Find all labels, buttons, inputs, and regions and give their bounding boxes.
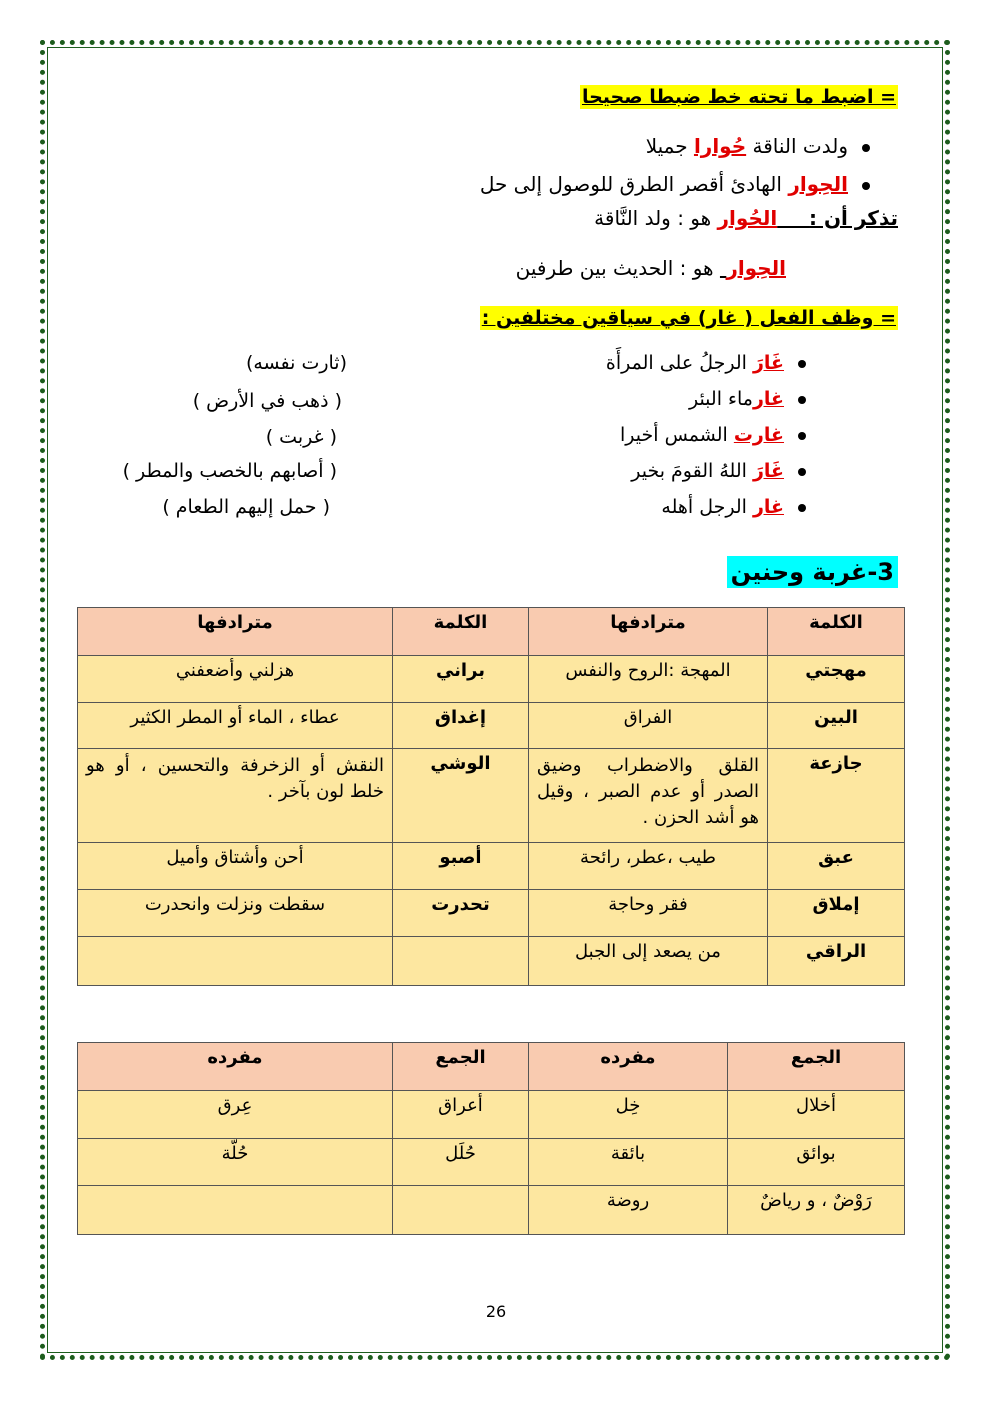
singular-cell [78,1186,393,1235]
meaning-cell: فقر وحاجة [529,890,768,937]
meaning-cell: هزلني وأضعفني [78,656,393,703]
word-cell: الراقي [768,937,905,986]
meaning-cell: النقش أو الزخرفة والتحسين ، أو هو خلط لون بآخر . [78,749,393,843]
plural-cell [393,1186,529,1235]
sentence-2-after: الهادئ أقصر الطرق للوصول إلى حل [479,172,789,196]
header-cell: الكلمة [768,608,905,656]
table-header-row [78,1043,905,1091]
heading-gar [480,307,898,329]
gar-item-3 [620,424,806,446]
gar-rest: الرجل أهله [661,496,753,518]
word-cell: إملاق [768,890,905,937]
meaning-cell: سقطت ونزلت وانحدرت [78,890,393,937]
gar-meaning-3: ( غربت ) [265,426,337,448]
heading-vocalize-text: = اضبط ما تحته خط ضبطا صحيحا [581,86,896,108]
meaning-cell: الفراق [529,703,768,749]
gar-rest: الرجلُ على المرأَة [605,352,753,374]
sentence-1-after: جميلا [645,134,694,158]
gar-item-1 [606,352,806,374]
header-cell: الجمع [393,1043,529,1091]
table-row [78,656,905,703]
plural-cell: أعراق [393,1091,529,1139]
singular-cell: عِرق [78,1091,393,1139]
bullet-icon [798,360,806,368]
singular-cell: بائقة [529,1139,728,1186]
bullet-icon [798,504,806,512]
sentence-1 [646,134,870,158]
table-row [78,843,905,890]
vocabulary-table [77,607,905,986]
word-cell: أصبو [393,843,529,890]
bullet-icon [862,144,870,152]
header-cell: مفرده [529,1043,728,1091]
word-cell: تحدرت [393,890,529,937]
meaning-cell: من يصعد إلى الجبل [529,937,768,986]
heading-gar-text: = وظف الفعل ( غار) في سياقين مختلفين : [481,307,896,329]
word-cell: براني [393,656,529,703]
plural-table [77,1042,905,1235]
sentence-1-word: حُوارا [693,134,747,158]
header-cell: مترادفها [529,608,768,656]
singular-cell: حُلّة [78,1139,393,1186]
gar-word: غار [752,388,784,410]
gar-word: غار [752,496,784,518]
meaning-cell: المهجة :الروح والنفس [529,656,768,703]
remember-label: تذكر أن : [809,206,898,230]
plural-cell: أخلال [728,1091,905,1139]
gar-meaning-4: ( أصابهم بالخصب والمطر ) [122,460,337,482]
header-cell: الكلمة [393,608,529,656]
meaning-cell: طيب ،عطر، رائحة [529,843,768,890]
sentence-1-before: ولدت الناقة [746,134,848,158]
gar-rest: ماء البئر [688,388,753,410]
meaning-cell: القلق والاضطراب وضيق الصدر أو عدم الصبر ، وقيل هو أشد الحزن . [529,749,768,843]
singular-cell: خِل [529,1091,728,1139]
table-row [78,703,905,749]
remember2-meaning: هو : الحديث بين طرفين [515,256,720,280]
sentence-2 [480,172,870,196]
bullet-icon [798,432,806,440]
gar-word: غَارَ [752,460,784,482]
heading-vocalize [580,86,898,108]
table-row [78,1091,905,1139]
gar-word: غَارَ [752,352,784,374]
sentence-2-word: الحِوار [788,172,848,196]
remember2-word: الحِوار [726,256,786,280]
gar-meaning-1: (ثارت نفسه) [245,352,347,374]
table-row [78,1139,905,1186]
word-cell: الوشي [393,749,529,843]
word-cell: مهجتي [768,656,905,703]
word-cell: عبق [768,843,905,890]
remember-line-2 [516,256,786,280]
word-cell [393,937,529,986]
gar-rest: الشمس أخيرا [620,424,734,446]
gar-rest: اللهُ القومَ بخير [631,460,753,482]
bullet-icon [798,396,806,404]
word-cell: البين [768,703,905,749]
section-title-text: 3-غربة وحنين [727,556,898,588]
gar-meaning-5: ( حمل إليهم الطعام ) [162,496,330,518]
gar-word: غارت [733,424,784,446]
header-cell: مترادفها [78,608,393,656]
gar-meaning-2: ( ذهب في الأرض ) [192,390,342,412]
remember-word: الحُوار [717,206,778,230]
header-cell: الجمع [728,1043,905,1091]
word-cell: إغداق [393,703,529,749]
meaning-cell [78,937,393,986]
bullet-icon [862,182,870,190]
table-row [78,937,905,986]
bullet-icon [798,468,806,476]
remember-meaning: هو : ولد النَّاقة [594,206,718,230]
meaning-cell: عطاء ، الماء أو المطر الكثير [78,703,393,749]
table-header-row [78,608,905,656]
table-row [78,1186,905,1235]
plural-cell: بوائق [728,1139,905,1186]
remember-line-1 [594,206,898,230]
plural-cell: حُلَل [393,1139,529,1186]
table-row [78,890,905,937]
singular-cell: روضة [529,1186,728,1235]
gar-item-2 [689,388,806,410]
table-row [78,749,905,843]
gar-item-4 [631,460,806,482]
plural-cell: رَوْضٌ ، و رياضٌ [728,1186,905,1235]
word-cell: جازعة [768,749,905,843]
meaning-cell: أحن وأشتاق وأميل [78,843,393,890]
gar-item-5 [661,496,806,518]
section-title [727,558,898,586]
header-cell: مفرده [78,1043,393,1091]
page-number: 26 [485,1302,507,1321]
